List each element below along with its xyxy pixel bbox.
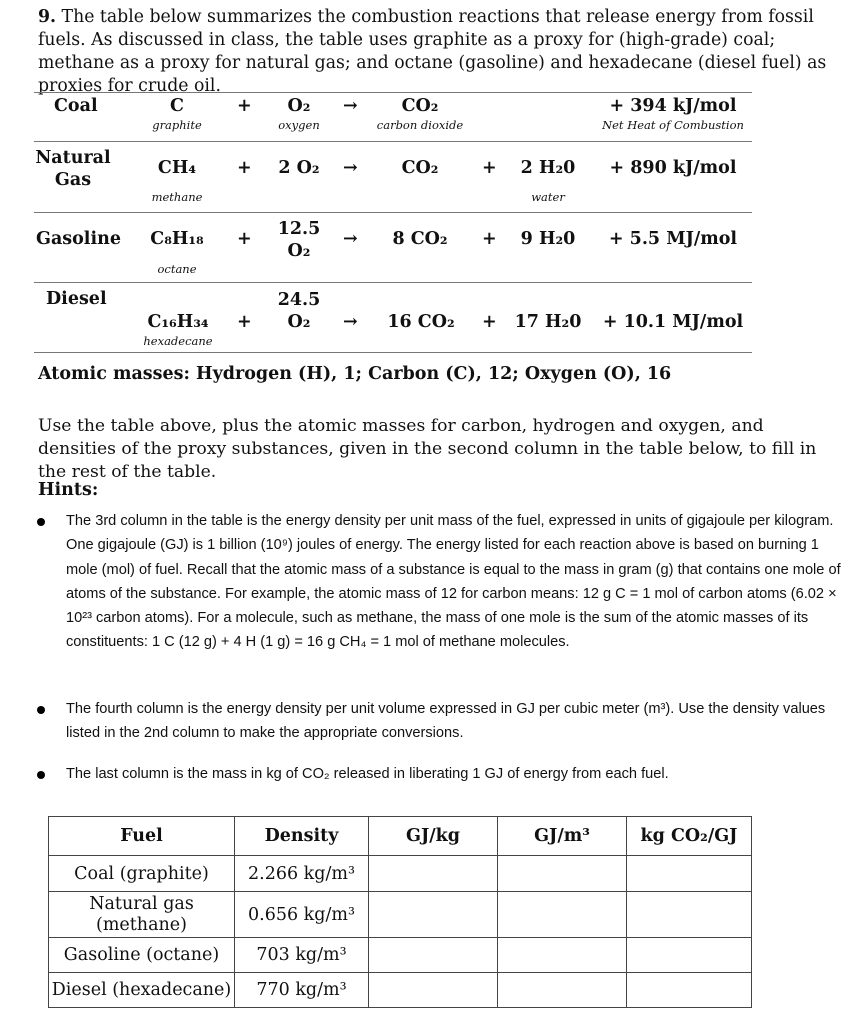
natural-gas-label-line1: Natural — [35, 148, 111, 168]
natural-gas-oxygen: 2 O₂ — [278, 158, 320, 178]
table-row — [49, 938, 752, 973]
natural-gas-product: CO₂ — [401, 158, 439, 178]
gj-per-kg-cell[interactable] — [369, 892, 498, 938]
natural-gas-plus2: + — [482, 158, 497, 178]
coal-product-label: carbon dioxide — [376, 118, 464, 132]
question-intro — [38, 6, 838, 98]
column-header-gj-per-m3: GJ/m³ — [498, 817, 627, 856]
fuel-cell: Diesel (hexadecane) — [49, 973, 235, 1008]
diesel-plus: + — [237, 312, 252, 332]
gj-per-m3-cell[interactable] — [498, 856, 627, 892]
natural-gas-arrow: → — [343, 158, 358, 178]
gj-per-m3-cell[interactable] — [498, 892, 627, 938]
gasoline-reactant-label: octane — [157, 262, 197, 276]
column-header-gj-per-kg: GJ/kg — [369, 817, 498, 856]
atomic-masses: Atomic masses: Hydrogen (H), 1; Carbon (C), 12; Oxygen (O), 16 — [38, 364, 672, 384]
density-cell: 0.656 kg/m³ — [235, 892, 369, 938]
gasoline-oxygen-coefficient: 12.5 — [277, 219, 321, 239]
diesel-plus2: + — [482, 312, 497, 332]
natural-gas-reactant: CH₄ — [157, 158, 197, 178]
natural-gas-label-line2: Gas — [54, 170, 92, 190]
diesel-reactant-label: hexadecane — [143, 334, 213, 348]
diesel-oxygen-coefficient: 24.5 — [277, 290, 321, 310]
fuel-cell — [49, 892, 235, 938]
fuel-cell: Gasoline (octane) — [49, 938, 235, 973]
hints-heading: Hints: — [38, 480, 99, 500]
coal-reactant: C — [170, 96, 184, 116]
density-cell: 703 kg/m³ — [235, 938, 369, 973]
table-row — [49, 973, 752, 1008]
table-header-row — [49, 817, 752, 856]
gasoline-water: 9 H₂0 — [520, 229, 576, 249]
bullet-icon — [37, 771, 45, 779]
natural-gas-water-label: water — [531, 190, 565, 204]
instructions: Use the table above, plus the atomic masses for carbon, hydrogen and oxygen, and densities of the proxy substances, given in the second column in the table below, to fill in the rest of the table. — [38, 416, 817, 482]
reaction-table-rule — [34, 141, 752, 142]
natural-gas-reactant-label: methane — [151, 190, 203, 204]
density-cell: 2.266 kg/m³ — [235, 856, 369, 892]
kg-co2-per-gj-cell[interactable] — [627, 938, 752, 973]
diesel-product: 16 CO₂ — [387, 312, 455, 332]
coal-fuel-label: Coal — [54, 96, 98, 116]
fuel-energy-table — [48, 816, 752, 1008]
question-text: The table below summarizes the combustion reactions that release energy from fossil fuels. As discussed in class, the table uses graphite as a proxy for (high-grade) coal; methane as a proxy for natural gas; and octane (gasoline) and hexadecane (diesel fuel) as proxies for crude oil. — [38, 7, 827, 96]
natural-gas-fuel-label — [32, 147, 114, 191]
gj-per-kg-cell[interactable] — [369, 938, 498, 973]
diesel-oxygen-formula: O₂ — [287, 312, 311, 332]
gj-per-m3-cell[interactable] — [498, 938, 627, 973]
gasoline-product: 8 CO₂ — [392, 229, 448, 249]
coal-energy-label: Net Heat of Combustion — [602, 118, 744, 132]
question-number: 9. — [38, 7, 57, 27]
gasoline-oxygen — [270, 218, 328, 262]
gasoline-plus2: + — [482, 229, 497, 249]
kg-co2-per-gj-cell[interactable] — [627, 973, 752, 1008]
column-header-density: Density — [235, 817, 369, 856]
reaction-table-rule — [34, 212, 752, 213]
bullet-icon — [37, 518, 45, 526]
kg-co2-per-gj-cell[interactable] — [627, 856, 752, 892]
reaction-table-rule — [34, 282, 752, 283]
coal-product: CO₂ — [401, 96, 439, 116]
bullet-icon — [37, 706, 45, 714]
fuel-cell-line1: Natural gas — [89, 893, 194, 914]
density-cell: 770 kg/m³ — [235, 973, 369, 1008]
reaction-table-top-rule — [34, 92, 752, 93]
hint-item: The fourth column is the energy density per unit volume expressed in GJ per cubic meter (m³). Use the density values listed in the 2nd column to make the appropriate conversions. — [66, 701, 826, 742]
diesel-oxygen — [270, 289, 328, 333]
kg-co2-per-gj-cell[interactable] — [627, 892, 752, 938]
diesel-water: 17 H₂0 — [514, 312, 582, 332]
gasoline-arrow: → — [343, 229, 358, 249]
diesel-energy: + 10.1 MJ/mol — [602, 312, 744, 332]
coal-reactant-label: graphite — [152, 118, 202, 132]
column-header-kg-co2-per-gj: kg CO₂/GJ — [627, 817, 752, 856]
hint-item: The 3rd column in the table is the energy density per unit mass of the fuel, expressed in units of gigajoule per kilogram. One gigajoule (GJ) is 1 billion (10⁹) joules of energy. The energy listed for each reaction above is based on burning 1 mole (mol) of fuel. Recall that the atomic mass of a substance is equal to the mass in gram (g) that contains one mole of atoms of the substance. For example, the atomic mass of 12 for carbon means: 12 g C = 1 mol of carbon atoms (6.02 × 10²³ carbon atoms). For a molecule, such as methane, the mass of one mole is the sum of the atomic masses of its constituents: 1 C (12 g) + 4 H (1 g) = 16 g CH₄ = 1 mol of methane molecules. — [66, 513, 841, 651]
gj-per-kg-cell[interactable] — [369, 856, 498, 892]
coal-plus: + — [237, 96, 252, 116]
hint-item: The last column is the mass in kg of CO₂ released in liberating 1 GJ of energy from each fuel. — [66, 766, 669, 782]
gj-per-m3-cell[interactable] — [498, 973, 627, 1008]
coal-arrow: → — [343, 96, 358, 116]
coal-oxygen-label: oxygen — [278, 118, 320, 132]
gasoline-energy: + 5.5 MJ/mol — [608, 229, 738, 249]
diesel-reactant: C₁₆H₃₄ — [147, 312, 209, 332]
diesel-arrow: → — [343, 312, 358, 332]
fuel-cell: Coal (graphite) — [49, 856, 235, 892]
gasoline-plus: + — [237, 229, 252, 249]
gasoline-reactant: C₈H₁₈ — [150, 229, 204, 249]
coal-energy: + 394 kJ/mol — [609, 96, 737, 116]
gj-per-kg-cell[interactable] — [369, 973, 498, 1008]
natural-gas-plus: + — [237, 158, 252, 178]
diesel-fuel-label: Diesel — [46, 289, 107, 309]
fuel-cell-line2: (methane) — [96, 914, 187, 935]
natural-gas-water: 2 H₂0 — [520, 158, 576, 178]
column-header-fuel: Fuel — [49, 817, 235, 856]
gasoline-fuel-label: Gasoline — [36, 229, 121, 249]
coal-oxygen: O₂ — [287, 96, 311, 116]
natural-gas-energy: + 890 kJ/mol — [609, 158, 737, 178]
reaction-table-bottom-rule — [34, 352, 752, 353]
gasoline-oxygen-formula: O₂ — [287, 241, 311, 261]
table-row — [49, 856, 752, 892]
table-row — [49, 892, 752, 938]
